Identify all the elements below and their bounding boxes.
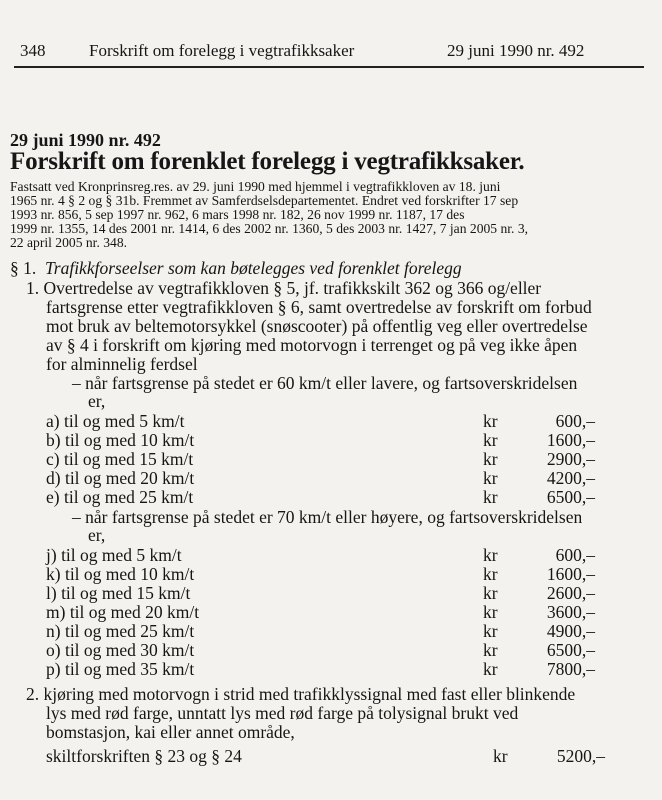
fine-currency: kr	[483, 487, 498, 507]
fine-currency: kr	[483, 602, 498, 622]
meta-line: Fastsatt ved Kronprinsreg.res. av 29. juni 1990 med hjemmel i vegtrafikkloven av 18. juni	[10, 179, 501, 194]
group-intro: er,	[88, 525, 106, 545]
fine-amount: 2900,–	[546, 449, 595, 469]
fine-currency: kr	[483, 659, 498, 679]
fine-label: j) til og med 5 km/t	[46, 545, 182, 565]
meta-line: 22 april 2005 nr. 348.	[10, 235, 128, 250]
fine-amount: 7800,–	[546, 659, 595, 679]
fine-label: b) til og med 10 km/t	[46, 430, 195, 450]
point-2-line: 2. kjøring med motorvogn i strid med trafikklyssignal med fast eller blinkende	[26, 684, 576, 704]
group-intro: – når fartsgrense på stedet er 60 km/t eller lavere, og fartsoverskridelsen	[72, 373, 578, 393]
fine-amount: 4900,–	[546, 621, 595, 641]
fine-currency: kr	[483, 449, 498, 469]
fine-amount: 6500,–	[546, 487, 595, 507]
fine-currency: kr	[493, 746, 508, 766]
point-1-line: fartsgrense etter vegtrafikkloven § 6, samt overtredelse av forskrift om forbud	[46, 297, 592, 317]
date-heading: 29 juni 1990 nr. 492	[10, 130, 161, 150]
fine-label: n) til og med 25 km/t	[46, 621, 195, 641]
fine-amount: 5200,–	[556, 746, 605, 766]
fine-amount: 1600,–	[546, 564, 595, 584]
point-1-line: av § 4 i forskrift om kjøring med motorvogn i terrenget og på veg ikke åpen	[46, 335, 578, 355]
fine-label: skiltforskriften § 23 og § 24	[46, 746, 242, 766]
point-1-line: for alminnelig ferdsel	[46, 354, 198, 374]
fine-currency: kr	[483, 411, 498, 431]
fine-label: l) til og med 15 km/t	[46, 583, 191, 603]
fine-currency: kr	[483, 468, 498, 488]
point-2-line: bomstasjon, kai eller annet område,	[46, 722, 295, 742]
fine-currency: kr	[483, 583, 498, 603]
document-title: Forskrift om forenklet forelegg i vegtrafikksaker.	[10, 148, 525, 175]
running-title: Forskrift om forelegg i vegtrafikksaker	[89, 41, 355, 60]
fine-label: e) til og med 25 km/t	[46, 487, 194, 507]
section-heading	[10, 258, 462, 279]
meta-line: 1965 nr. 4 § 2 og § 31b. Fremmet av Samferdselsdepartementet. Endret ved forskrifter 17 sep	[10, 193, 519, 208]
fine-amount: 600,–	[555, 545, 595, 565]
point-2-line: lys med rød farge, unntatt lys med rød farge på tolysignal brukt ved	[46, 703, 519, 723]
fine-amount: 6500,–	[546, 640, 595, 660]
running-date: 29 juni 1990 nr. 492	[447, 41, 585, 60]
meta-line: 1999 nr. 1355, 14 des 2001 nr. 1414, 6 des 2002 nr. 1360, 5 des 2003 nr. 1427, 7 jan 2005 nr. 3,	[10, 221, 529, 236]
fine-currency: kr	[483, 545, 498, 565]
fine-amount: 4200,–	[546, 468, 595, 488]
point-1-line: mot bruk av beltemotorsykkel (snøscooter) på offentlig veg eller overtredelse	[46, 316, 588, 336]
fine-label: k) til og med 10 km/t	[46, 564, 195, 584]
header-rule	[14, 66, 644, 68]
fine-currency: kr	[483, 430, 498, 450]
fine-amount: 600,–	[555, 411, 595, 431]
fine-currency: kr	[483, 564, 498, 584]
page-number: 348	[20, 41, 46, 60]
fine-currency: kr	[483, 640, 498, 660]
fine-label: m) til og med 20 km/t	[46, 602, 200, 622]
point-1-line: 1. Overtredelse av vegtrafikkloven § 5, jf. trafikkskilt 362 og 366 og/eller	[26, 278, 542, 298]
meta-line: 1993 nr. 856, 5 sep 1997 nr. 962, 6 mars 1998 nr. 182, 26 nov 1999 nr. 1187, 17 des	[10, 207, 465, 222]
group-intro: – når fartsgrense på stedet er 70 km/t eller høyere, og fartsoverskridelsen	[72, 507, 583, 527]
fine-amount: 1600,–	[546, 430, 595, 450]
group-intro: er,	[88, 391, 106, 411]
fine-label: o) til og med 30 km/t	[46, 640, 195, 660]
fine-label: c) til og med 15 km/t	[46, 449, 194, 469]
fine-label: p) til og med 35 km/t	[46, 659, 195, 679]
section-title: Trafikkforseelser som kan bøtelegges ved forenklet forelegg	[45, 258, 462, 278]
fine-amount: 3600,–	[546, 602, 595, 622]
fine-label: a) til og med 5 km/t	[46, 411, 185, 431]
fine-label: d) til og med 20 km/t	[46, 468, 195, 488]
section-number: § 1.	[10, 258, 37, 278]
fine-currency: kr	[483, 621, 498, 641]
fine-amount: 2600,–	[546, 583, 595, 603]
